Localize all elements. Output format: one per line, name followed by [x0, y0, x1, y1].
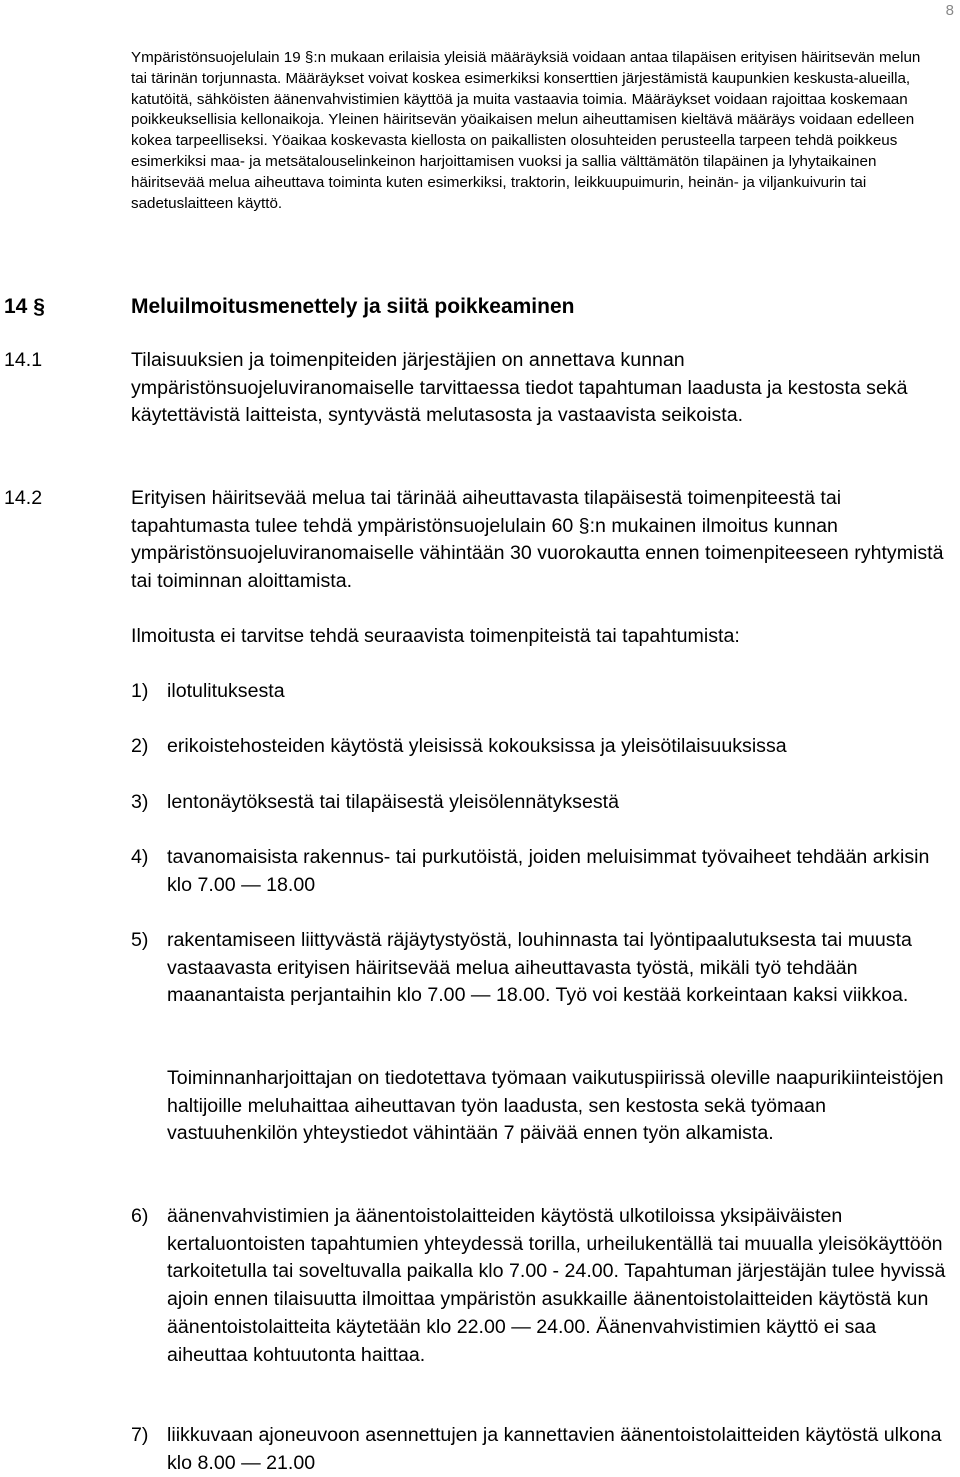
list-marker: 1) — [131, 680, 149, 702]
list-item: tavanomaisista rakennus- tai purkutöistä, joiden meluisimmat työvaiheet tehdään arkisin klo 7.00 — 18.00 — [167, 846, 930, 896]
list-marker: 6) — [131, 1205, 149, 1227]
list-item: rakentamiseen liittyvästä räjäytystyöstä, louhinnasta tai lyöntipaalutuksesta tai muusta vastaavasta erityisen häiritsevää melua aiheuttavasta työstä, mikäli työ tehdään maanantaista perjantaihin klo 7.00 — 18.00. Työ voi kestää korkeintaan kaksi viikkoa. — [167, 929, 912, 1007]
list-marker: 2) — [131, 735, 149, 757]
list-item-note: Toiminnanharjoittajan on tiedotettava työmaan vaikutuspiirissä oleville naapurikiinteistöjen haltijoille meluhaittaa aiheuttavan työn laadusta, sen kestosta sekä työmaan vastuuhenkilön yhteystiedot vähintään 7 päivää ennen työn alkamista. — [167, 1067, 944, 1145]
list-marker: 4) — [131, 846, 149, 868]
section-title: Meluilmoitusmenettely ja siitä poikkeaminen — [131, 295, 575, 318]
list-marker: 7) — [131, 1424, 149, 1446]
page-number: 8 — [945, 2, 954, 19]
paragraph-number-14-2: 14.2 — [4, 487, 43, 509]
list-item: liikkuvaan ajoneuvoon asennettujen ja kannettavien äänentoistolaitteiden käytöstä ulkona klo 8.00 — 21.00 — [167, 1424, 942, 1474]
paragraph-14-2: Erityisen häiritsevää melua tai tärinää aiheuttavasta tilapäisestä toimenpiteestä tai tapahtumasta tulee tehdä ympäristönsuojelulain 60 §:n mukainen ilmoitus kunnan ympäristönsuojeluviranomaiselle vähintään 30 vuorokautta ennen toimenpiteeseen ryhtymistä tai toiminnan aloittamista. — [131, 487, 944, 593]
paragraph-14-1: Tilaisuuksien ja toimenpiteiden järjestäjien on annettava kunnan ympäristönsuojeluviranomaiselle tarvittaessa tiedot tapahtuman laadusta ja kestosta sekä käytettävistä laitteista, syntyvästä melutasosta ja vastaavista seikoista. — [131, 349, 908, 427]
list-marker: 5) — [131, 929, 149, 951]
list-item: ilotulituksesta — [167, 680, 285, 702]
section-number: 14 § — [4, 295, 45, 318]
intro-paragraph: Ympäristönsuojelulain 19 §:n mukaan erilaisia yleisiä määräyksiä voidaan antaa tilapäisen erityisen häiritsevän melun tai tärinän torjunnasta. Määräykset voivat koskea esimerkiksi konserttien järjestämistä kaupunkien keskusta-alueilla, katutöitä, sähköisten äänenvahvistimien käyttöä ja muita vastaavia toimia. Määräykset voidaan rajoittaa koskemaan poikkeuksellisia kellonaikoja. Yleinen häiritsevän yöaikaisen melun aiheuttamisen kieltävä määräys voidaan edelleen kokea tarpeelliseksi. Yöaikaa koskevasta kiellosta on paikallisten olosuhteiden perusteella tarpeen tehdä poikkeus esimerkiksi maa- ja metsätalouselinkeinon harjoittamisen vuoksi ja sallia välttämätön tilapäinen ja lyhytaikainen häiritsevää melua aiheuttava toiminta kuten esimerkiksi, traktorin, leikkuupuimurin, heinän- ja viljankuivurin tai sadetuslaitteen käyttö. — [131, 49, 921, 212]
list-item: erikoistehosteiden käytöstä yleisissä kokouksissa ja yleisötilaisuuksissa — [167, 735, 787, 757]
list-marker: 3) — [131, 791, 149, 813]
exceptions-intro: Ilmoitusta ei tarvitse tehdä seuraavista toimenpiteistä tai tapahtumista: — [131, 625, 740, 647]
section-heading — [4, 293, 574, 321]
list-item: äänenvahvistimien ja äänentoistolaitteiden käytöstä ulkotiloissa yksipäiväisten kertaluontoisten tapahtumien yhteydessä torilla, urheilukentällä tai muualla yleisökäyttöön tarkoitetulla tai soveltuvalla paikalla klo 7.00 - 24.00. Tapahtuman järjestäjän tulee hyvissä ajoin ennen tilaisuutta ilmoittaa ympäristön asukkaille äänentoistolaitteiden käytöstä kun äänentoistolaitteita käytetään klo 22.00 — 24.00. Äänenvahvistimien käyttö ei saa aiheuttaa kohtuutonta haittaa. — [167, 1205, 946, 1366]
paragraph-number-14-1: 14.1 — [4, 349, 43, 371]
list-item: lentonäytöksestä tai tilapäisestä yleisölennätyksestä — [167, 791, 620, 813]
